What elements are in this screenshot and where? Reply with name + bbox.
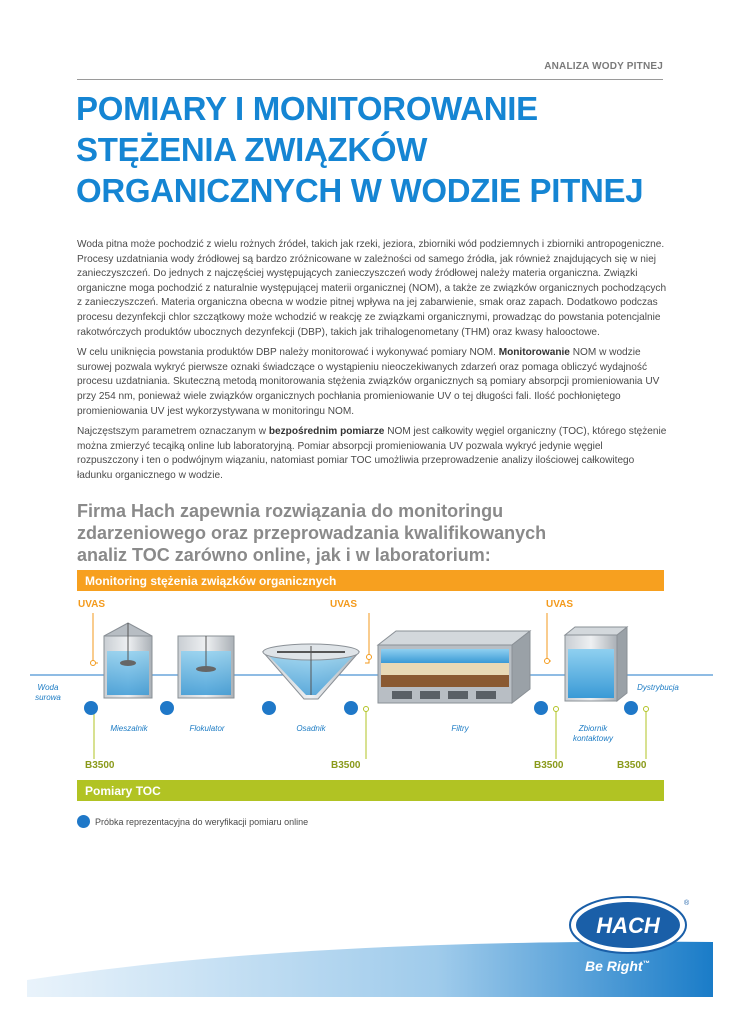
legend-text: Próbka reprezentacyjna do weryfikacji pomiaru online [95, 816, 309, 827]
toc-bar: Pomiary TOC [77, 780, 664, 801]
paragraph-1: Woda pitna może pochodzić z wielu rożnych źródeł, takich jak rzeki, jeziora, zbiorniki wód podziemnych i zbiorniki antropogeniczne. Procesy uzdatniania wody źródłowej są bardzo zróżnicowane w zależności od samego źródła, jak również znajdujących się w niej zanieczyszczeń. Do jednych z najczęściej występujących zanieczyszczeń wody źródłowej należy materia organiczna. Związki organiczne moga pochodzić z naturalnie występującej materii organicznej (NOM), a także ze związków organicznych pochodzących z zanieczyszczeń. Materia organiczna obecna w wodzie pitnej wpływa na jej zabarwienie, smak oraz zapach. Dodatkowo podczas procesu dezynfekcji chlor szczątkowy może wchodzić w reakcję ze związkami organicznymi, prowadząc do powstania potencjalnie rakotwórczych produktów ubocznych dezynfekcji (DBP), takich jak trihalogenometany (THM) oraz kwasy halooctowe. [77, 239, 667, 338]
sample-dot [160, 701, 174, 715]
category-label: ANALIZA WODY PITNEJ [544, 61, 663, 72]
sample-dot [624, 701, 638, 715]
sample-dot [344, 701, 358, 715]
filters-tank [378, 631, 530, 703]
stage-distribution: Dystrybucja [637, 683, 679, 692]
tagline: Be Right™ [585, 958, 650, 974]
sample-dot [262, 701, 276, 715]
subheading: Firma Hach zapewnia rozwiązania do monitoringu zdarzeniowego oraz przeprowadzania kwalifikowanych analiz TOC zarówno online, jak i w laboratorium: [77, 501, 547, 565]
mixer-tank [104, 623, 152, 698]
contact-tank [565, 627, 627, 701]
stage-flocculator: Flokulator [189, 724, 225, 733]
paragraph-2: W celu uniknięcia powstania produktów DBP należy monitorować i wykonywać pomiary NOM. Monitorowanie NOM w wodzie surowej pozwala wykryć pierwsze oznaki świadczące o wystąpieniu nieoczekiwanych zdarzeń oraz pomaga obliczyć wydajność procesu uzdatniania. Skuteczną metodą monitorowania stężenia związków organicznych są pomiary absorpcji promieniowania UV przy 254 nm, ponieważ wiele związków organicznych pochłania promieniowanie UV o tej długości fali. Ilość pochłoniętego promieniowania UV jest wykorzystywana w monitoringu NOM. [77, 347, 660, 417]
legend-dot-icon [77, 815, 90, 828]
b3500-label: B3500 [534, 760, 564, 771]
uvas-label: UVAS [78, 599, 106, 610]
title-line: POMIARY I MONITOROWANIE [76, 90, 538, 127]
header-rule [77, 79, 663, 80]
uvas-label: UVAS [546, 599, 574, 610]
stage-contact-tank: Zbiornik kontaktowy [572, 724, 614, 743]
stage-settler: Osadnik [296, 724, 326, 733]
sample-dot [84, 701, 98, 715]
paragraph-3: Najczęstszym parametrem oznaczanym w bezpośrednim pomiarze NOM jest całkowity węgiel organiczny (TOC), którego stężenie można zmierzyć tecąiką online lub laboratoryjną. Pomiar absorpcji promieniowania UV pozwala wykryć jedynie węgiel rozpuszczony i ten o podwójnym wiązaniu, natomiast pomiar TOC umożliwia przeprowadzenie analizy ilościowej całkowitego ładunku organicznego w wodzie. [77, 426, 667, 481]
b3500-label: B3500 [85, 760, 115, 771]
svg-text:HACH: HACH [596, 913, 660, 938]
b3500-label: B3500 [331, 760, 361, 771]
title-line: ORGANICZNYCH W WODZIE PITNEJ [76, 172, 644, 209]
title-line: STĘŻENIA ZWIĄZKÓW [76, 131, 428, 168]
svg-text:®: ® [684, 900, 690, 907]
stage-filters: Filtry [451, 724, 469, 733]
body-text [77, 238, 667, 490]
b3500-label: B3500 [617, 760, 647, 771]
settler-tank [263, 644, 359, 699]
legend [77, 815, 308, 828]
uvas-label: UVAS [330, 599, 358, 610]
flocculator-tank [178, 636, 234, 698]
stage-raw-water: Woda surowa [35, 683, 61, 702]
stage-mixer: Mieszalnik [110, 724, 148, 733]
page-title [76, 88, 676, 211]
monitoring-bar: Monitoring stężenia związków organicznych [77, 570, 664, 591]
process-diagram [0, 591, 740, 780]
hach-logo [568, 895, 688, 955]
sample-dot [534, 701, 548, 715]
